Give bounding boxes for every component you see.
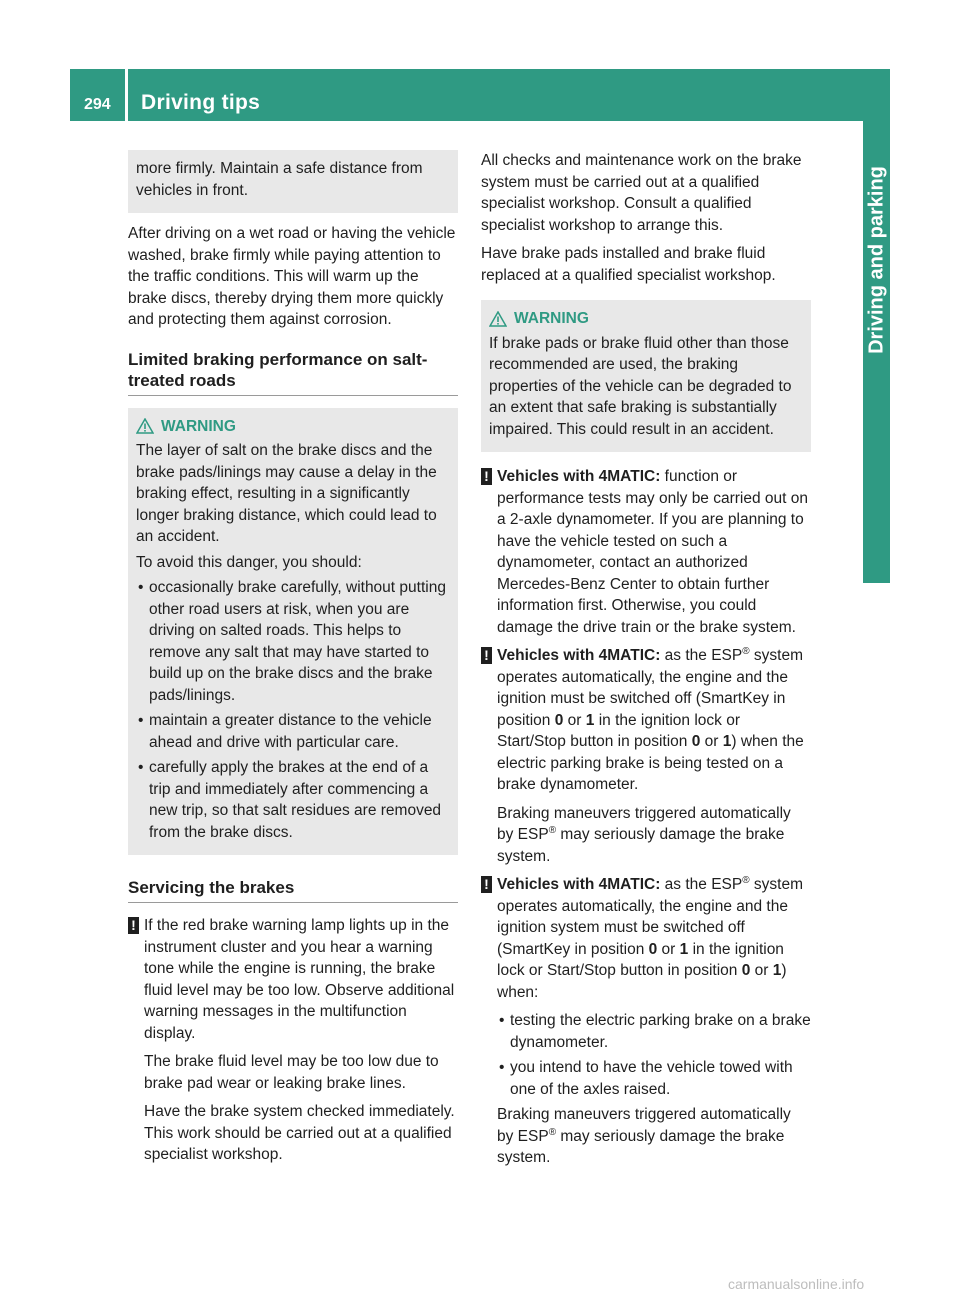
bullet-icon: • <box>499 1059 505 1076</box>
list-item <box>136 757 450 843</box>
position-value: 0 <box>648 940 658 958</box>
list-item-text: maintain a greater distance to the vehicle ahead and drive with particular care. <box>149 712 432 751</box>
warning-bullet-list <box>136 577 450 843</box>
position-value: 1 <box>585 711 595 729</box>
position-value: 0 <box>741 962 751 979</box>
section-title: Driving tips <box>141 91 261 114</box>
list-item-text: occasionally brake carefully, without putting other road users at risk, when you are driving on salted roads. This helps to remove any salt that may have started to build up on the brake discs and the brake pads/linings. <box>149 579 446 704</box>
note-lead: Vehicles with 4MATIC: <box>497 468 661 485</box>
left-column <box>128 150 458 1173</box>
warning-triangle-icon <box>136 418 154 434</box>
position-value: 1 <box>679 940 689 958</box>
header-divider <box>125 69 128 121</box>
note-4matic-dynamometer <box>481 466 811 638</box>
warning-title <box>136 416 450 438</box>
warning-title <box>489 308 803 330</box>
position-value: 0 <box>691 733 701 750</box>
note-text: as the ESP <box>660 876 743 893</box>
note-text: or <box>750 962 773 979</box>
note-text: as the ESP <box>660 647 743 664</box>
paragraph <box>481 803 811 868</box>
paragraph-text: Braking maneuvers triggered automatically by ESP <box>497 1106 791 1145</box>
paragraph <box>481 1104 811 1169</box>
exclamation-icon: ! <box>481 876 492 893</box>
warning-box-continued <box>128 150 458 213</box>
paragraph: Have the brake system checked immediately. This work should be carried out at a qualified specialist workshop. <box>144 1103 455 1163</box>
list-item <box>497 1010 811 1053</box>
note-text: function or performance tests may only be carried out on a 2-axle dynamometer. If you are planning to have the vehicle tested on such a dynamometer, contact an authorized Mercedes-Benz Center to obtain further information first. Otherwise, you could damage the drive train or the brake system. <box>497 468 809 636</box>
warning-label: WARNING <box>161 417 236 435</box>
note-text: If the red brake warning lamp lights up in the instrument cluster and you hear a warning tone while the engine is running, the brake fluid level may be too low. Observe additional warning messages in the multifunction display. <box>144 917 455 1042</box>
note-text: ) when the electric parking brake is being tested on a brake dynamometer. <box>497 733 804 793</box>
note-lead: Vehicles with 4MATIC: <box>497 647 661 664</box>
list-item-text: carefully apply the brakes at the end of a trip and immediately after commencing a new trip, so that salt residues are removed from the brake discs. <box>149 759 442 841</box>
right-column <box>481 150 811 1176</box>
paragraph: The brake fluid level may be too low due to brake pad wear or leaking brake lines. <box>144 1053 439 1092</box>
note-text: system operates automatically, the engine and the ignition must be switched off (SmartKey in position <box>497 647 803 729</box>
note-text: ) when: <box>497 962 787 1001</box>
bullet-icon: • <box>138 712 144 729</box>
registered-mark: ® <box>742 645 750 657</box>
side-tab-label: Driving and parking <box>865 165 887 354</box>
heading-servicing-brakes: Servicing the brakes <box>128 877 458 903</box>
warning-text: The layer of salt on the brake discs and the brake pads/linings may cause a delay in the braking effect, resulting in a significantly longer braking distance, which could lead to an accident. <box>136 442 437 545</box>
position-value: 1 <box>722 733 732 750</box>
exclamation-icon: ! <box>481 647 492 664</box>
side-tab <box>863 121 890 583</box>
paragraph-text: may seriously damage the brake system. <box>497 826 785 865</box>
note-brake-lamp <box>128 915 458 1044</box>
note-text: or <box>657 940 680 958</box>
warning-box-salt <box>128 408 458 856</box>
note-text: or <box>700 733 723 750</box>
exclamation-icon: ! <box>481 468 492 485</box>
list-item <box>136 710 450 753</box>
warning-text: If brake pads or brake fluid other than those recommended are used, the braking properties of the vehicle can be degraded to an extent that safe braking is substantially impaired. This could result in an accident. <box>489 334 792 438</box>
warning-label: WARNING <box>514 310 589 327</box>
paragraph: After driving on a wet road or having the vehicle washed, brake firmly while paying attention to the traffic conditions. This will warm up the brake discs, thereby drying them more quickly and protecting them against corrosion. <box>128 225 456 328</box>
note-text: in the ignition lock or Start/Stop button in position <box>497 711 740 750</box>
watermark: carmanualsonline.info <box>728 1276 865 1292</box>
note-4matic-esp-1 <box>481 645 811 796</box>
position-value: 0 <box>554 711 564 729</box>
note-text: system operates automatically, the engine and the ignition system must be switched off (SmartKey in position <box>497 876 803 958</box>
note-text: or <box>563 711 586 729</box>
position-value: 1 <box>772 962 782 979</box>
paragraph-text: Braking maneuvers triggered automatically by ESP <box>497 804 791 843</box>
list-item-text: you intend to have the vehicle towed with one of the axles raised. <box>510 1059 793 1098</box>
paragraph: All checks and maintenance work on the brake system must be carried out at a qualified specialist workshop. Consult a qualified specialist workshop to arrange this. <box>481 152 802 234</box>
note-lead: Vehicles with 4MATIC: <box>497 876 661 893</box>
note-4matic-esp-2 <box>481 874 811 1003</box>
warning-continued-text: more firmly. Maintain a safe distance from vehicles in front. <box>136 160 423 199</box>
registered-mark: ® <box>548 1126 557 1138</box>
heading-salt-roads: Limited braking performance on salt-treated roads <box>128 349 458 396</box>
warning-intro: To avoid this danger, you should: <box>136 553 362 571</box>
exclamation-icon: ! <box>128 917 139 934</box>
note-bullet-list <box>481 1010 811 1100</box>
paragraph-text: may seriously damage the brake system. <box>497 1127 785 1166</box>
warning-triangle-icon <box>489 311 507 327</box>
bullet-icon: • <box>499 1012 505 1029</box>
page-number: 294 <box>84 96 111 113</box>
list-item <box>136 577 450 706</box>
note-text: in the ignition lock or Start/Stop button in position <box>497 940 784 979</box>
registered-mark: ® <box>742 874 750 886</box>
registered-mark: ® <box>548 824 557 836</box>
paragraph: Have brake pads installed and brake fluid replaced at a qualified specialist workshop. <box>481 245 776 284</box>
list-item-text: testing the electric parking brake on a brake dynamometer. <box>510 1012 811 1051</box>
warning-box-brake-pads <box>481 300 811 452</box>
bullet-icon: • <box>138 759 144 776</box>
list-item <box>497 1057 811 1100</box>
bullet-icon: • <box>138 579 144 596</box>
